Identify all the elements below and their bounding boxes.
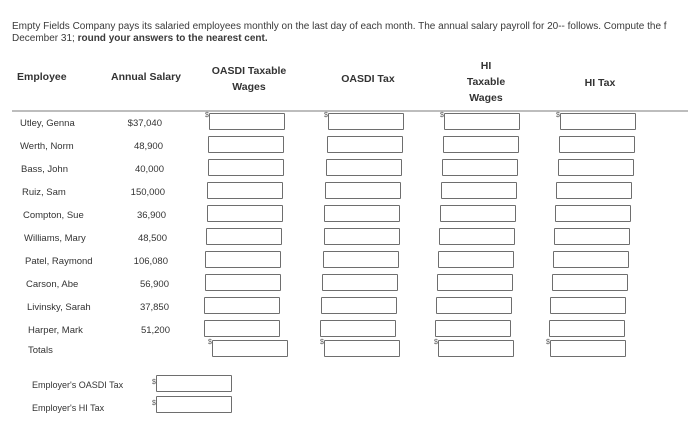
hi-taxable-wages-header-line1: HI [480, 60, 492, 72]
hi-taxable-wages-header-line2: Taxable [466, 76, 506, 88]
employee-name: Bass, John [21, 164, 68, 175]
oasdi-taxable-wages-header-line2: Wages [232, 81, 266, 93]
oasdi-taxable-wages-input[interactable] [208, 136, 284, 153]
oasdi-tax-column-header: OASDI Tax [341, 73, 395, 85]
hi-taxable-wages-input[interactable] [441, 182, 517, 199]
annual-salary-value: 48,900 [133, 141, 163, 152]
oasdi-tax-input[interactable] [327, 136, 403, 153]
employee-name: Carson, Abe [26, 279, 79, 290]
oasdi-tax-input[interactable] [324, 228, 400, 245]
total-hi-tax-dollar-sign: $ [546, 339, 550, 346]
hi-tax-input[interactable] [553, 251, 629, 268]
annual-salary-value: $37,040 [127, 118, 162, 129]
employee-name: Patel, Raymond [25, 256, 93, 267]
oasdi-taxable-wages-header-line1: OASDI Taxable [211, 65, 287, 77]
hi-tax-input[interactable] [560, 113, 636, 130]
total-hi-taxable-wages-input[interactable] [438, 340, 514, 357]
oasdi-tax-input[interactable] [322, 274, 398, 291]
employee-column-header: Employee [17, 71, 67, 83]
oasdi-tax-input[interactable] [328, 113, 404, 130]
instructions-emphasis: round your answers to the nearest cent. [77, 33, 268, 44]
total-hi-taxable-wages-dollar-sign: $ [434, 339, 438, 346]
oasdi-taxable-wages-input[interactable] [205, 251, 281, 268]
employee-name: Williams, Mary [24, 233, 86, 244]
hi-taxable-wages-input[interactable] [442, 159, 518, 176]
annual-salary-value: 56,900 [139, 279, 169, 290]
annual-salary-value: 51,200 [140, 325, 170, 336]
oasdi-taxable-wages-header [204, 63, 294, 95]
annual-salary-value: 48,500 [137, 233, 167, 244]
oasdi-taxable-wages-input[interactable] [209, 113, 285, 130]
oasdi-taxable-wages-input[interactable] [206, 228, 282, 245]
hi-tax-row-1-dollar-sign: $ [556, 112, 560, 119]
total-oasdi-tax-input[interactable] [324, 340, 400, 357]
oasdi-tax-input[interactable] [321, 297, 397, 314]
oasdi-taxable-wages-input[interactable] [208, 159, 284, 176]
annual-salary-value: 37,850 [139, 302, 169, 313]
oasdi-tax-input[interactable] [320, 320, 396, 337]
hi-tax-column-header: HI Tax [584, 77, 616, 89]
oasdi-taxable-wages-input[interactable] [205, 274, 281, 291]
hi-taxable-wages-input[interactable] [437, 274, 513, 291]
hi-tax-input[interactable] [558, 159, 634, 176]
annual-salary-value: 106,080 [133, 256, 168, 267]
employee-name: Utley, Genna [20, 118, 75, 129]
annual-salary-value: 150,000 [130, 187, 165, 198]
employee-name: Compton, Sue [23, 210, 84, 221]
hi-tax-input[interactable] [554, 228, 630, 245]
hi-tax-input[interactable] [552, 274, 628, 291]
employer-oasdi-dollar-sign: $ [152, 379, 156, 386]
instructions-line-2-text: December 31; [12, 33, 78, 44]
hi-taxable-wages-input[interactable] [438, 251, 514, 268]
oasdi-taxable-wages-row-1-dollar-sign: $ [205, 112, 209, 119]
employer-oasdi-tax-label: Employer's OASDI Tax [32, 380, 124, 390]
hi-taxable-wages-input[interactable] [444, 113, 520, 130]
totals-label: Totals [28, 345, 53, 356]
oasdi-tax-input[interactable] [324, 205, 400, 222]
hi-taxable-wages-input[interactable] [435, 320, 511, 337]
annual-salary-value: 40,000 [134, 164, 164, 175]
total-oasdi-taxable-wages-input[interactable] [212, 340, 288, 357]
instructions-line-1: Empty Fields Company pays its salaried employees monthly on the last day of each month. The annual salary payroll for 20-- follows. Compute the f [12, 21, 667, 32]
oasdi-tax-row-1-dollar-sign: $ [324, 112, 328, 119]
oasdi-taxable-wages-input[interactable] [204, 297, 280, 314]
oasdi-taxable-wages-input[interactable] [204, 320, 280, 337]
hi-taxable-wages-header [448, 58, 524, 106]
oasdi-tax-input[interactable] [325, 182, 401, 199]
hi-tax-input[interactable] [559, 136, 635, 153]
oasdi-taxable-wages-input[interactable] [207, 205, 283, 222]
employer-oasdi-tax-input[interactable] [156, 375, 232, 392]
annual-salary-value: 36,900 [136, 210, 166, 221]
oasdi-tax-input[interactable] [323, 251, 399, 268]
instructions-line-2 [12, 32, 700, 45]
hi-taxable-wages-header-line3: Wages [469, 92, 503, 104]
hi-tax-input[interactable] [549, 320, 625, 337]
hi-taxable-wages-input[interactable] [436, 297, 512, 314]
hi-taxable-wages-input[interactable] [440, 205, 516, 222]
employee-name: Ruiz, Sam [22, 187, 66, 198]
hi-taxable-wages-row-1-dollar-sign: $ [440, 112, 444, 119]
employee-name: Werth, Norm [20, 141, 74, 152]
total-oasdi-tax-dollar-sign: $ [320, 339, 324, 346]
employee-name: Harper, Mark [28, 325, 83, 336]
employer-hi-tax-input[interactable] [156, 396, 232, 413]
hi-taxable-wages-input[interactable] [443, 136, 519, 153]
oasdi-tax-input[interactable] [326, 159, 402, 176]
hi-tax-input[interactable] [556, 182, 632, 199]
hi-tax-input[interactable] [550, 297, 626, 314]
hi-tax-input[interactable] [555, 205, 631, 222]
employer-hi-tax-label: Employer's HI Tax [32, 403, 105, 413]
employer-hi-dollar-sign: $ [152, 400, 156, 407]
oasdi-taxable-wages-input[interactable] [207, 182, 283, 199]
annual-salary-column-header: Annual Salary [110, 71, 182, 83]
employee-name: Livinsky, Sarah [27, 302, 91, 313]
hi-taxable-wages-input[interactable] [439, 228, 515, 245]
total-oasdi-taxable-wages-dollar-sign: $ [208, 339, 212, 346]
total-hi-tax-input[interactable] [550, 340, 626, 357]
header-divider [12, 110, 688, 112]
